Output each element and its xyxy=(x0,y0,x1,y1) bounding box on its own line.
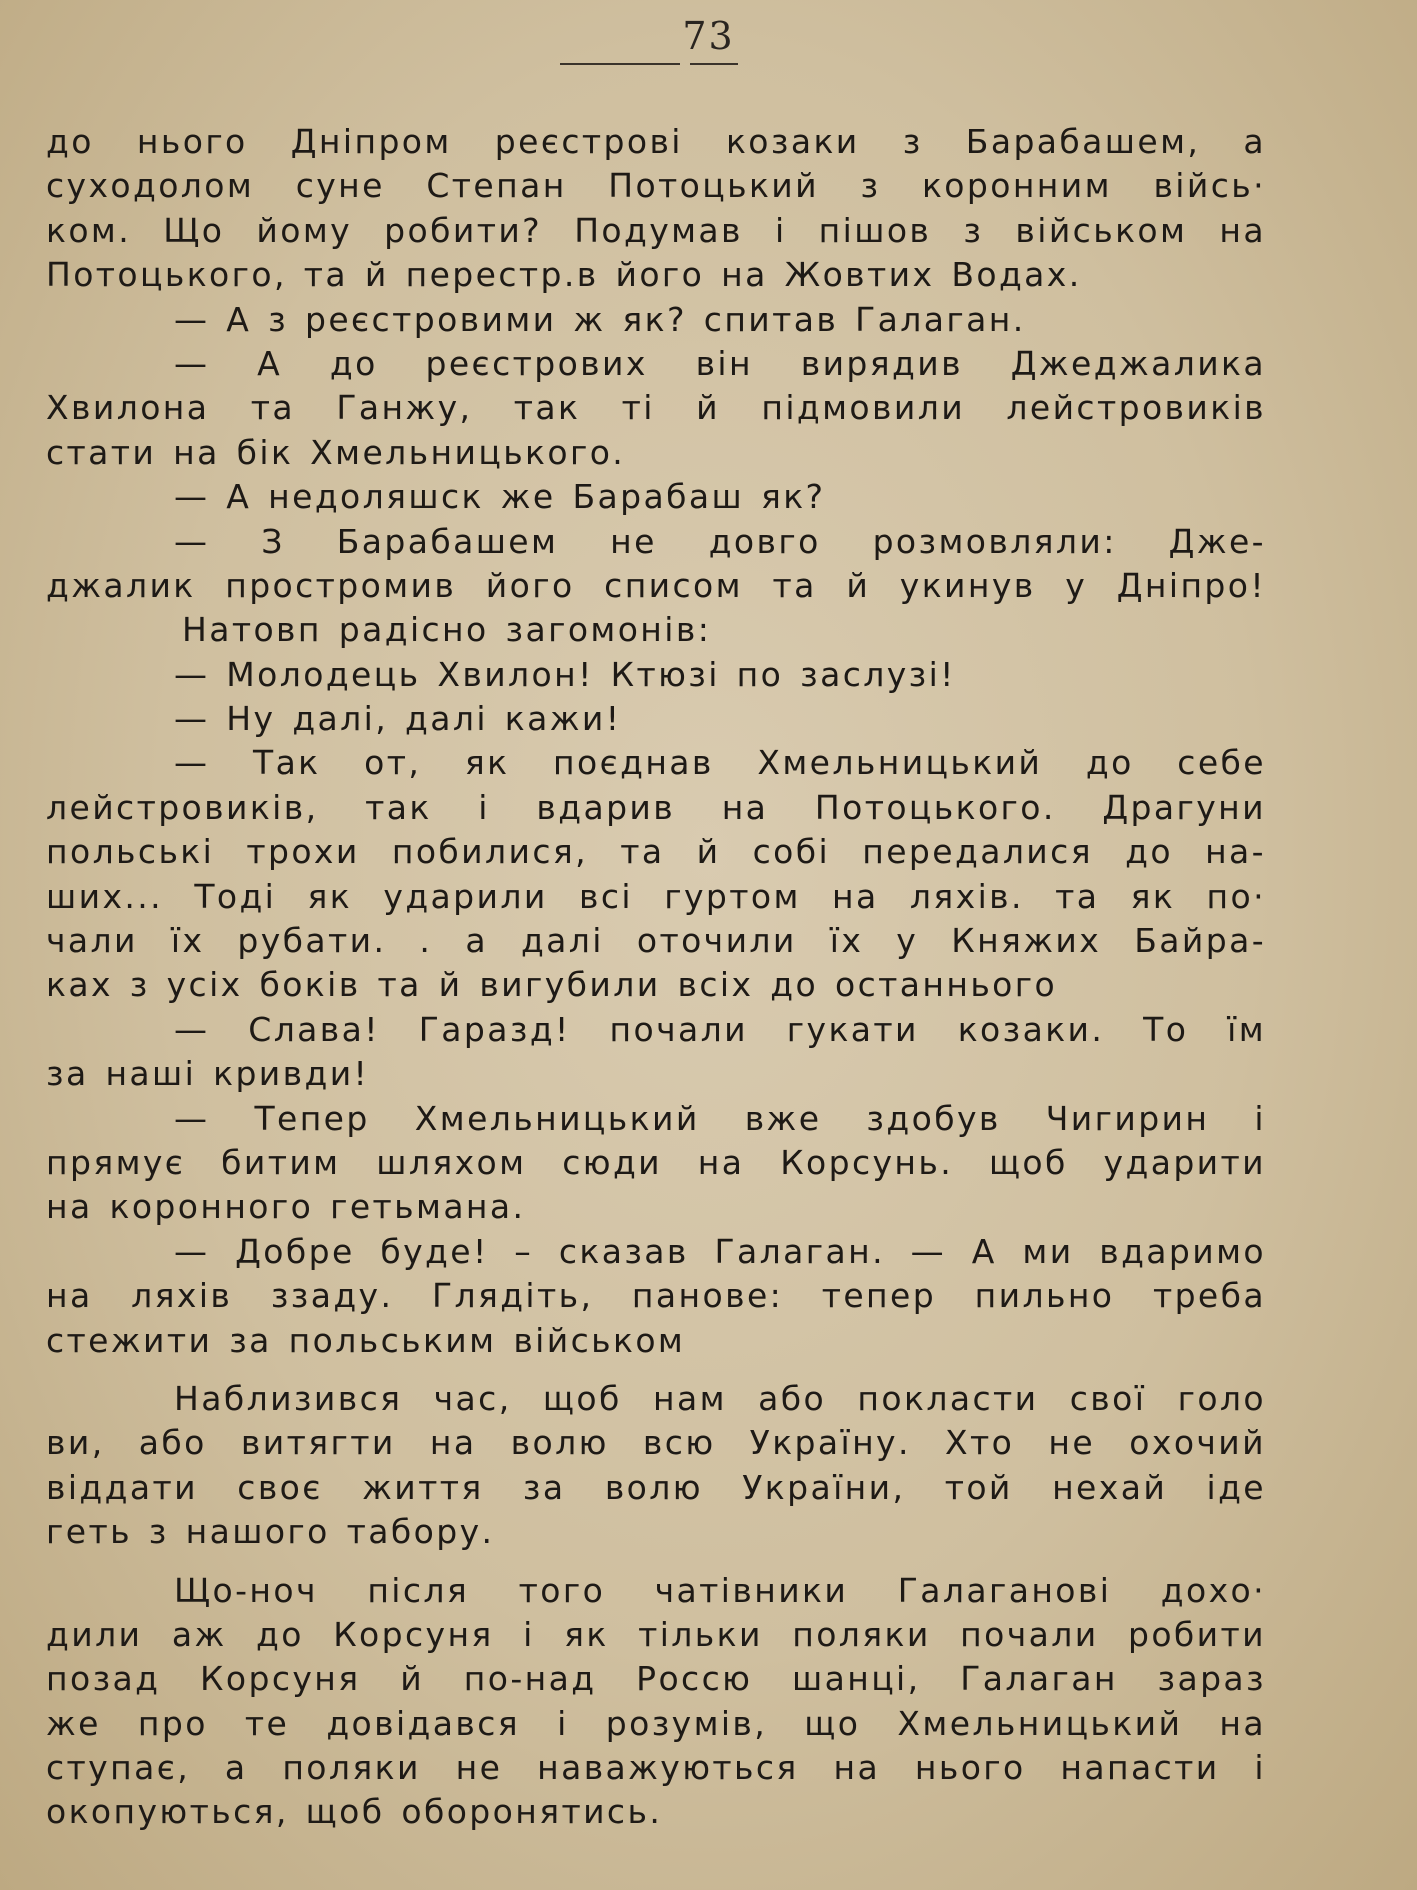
text-line: Натовп радісно загомонів: xyxy=(182,610,712,650)
body-text xyxy=(46,120,1266,1835)
text-line: ступає, а поляки не наважуються на нього напасти і xyxy=(46,1748,1266,1788)
text-line: Наблизився час, щоб нам або покласти свої голо xyxy=(174,1378,1266,1418)
header-rule xyxy=(560,63,680,65)
text-line: ком. Що йому робити? Подумав і пішов з військом на xyxy=(46,210,1266,250)
page-number: 73 xyxy=(682,14,735,58)
text-line: лейстровиків, так і вдарив на Потоцького. Драгуни xyxy=(46,787,1266,827)
text-line: — Тепер Хмельницький вже здобув Чигирин і xyxy=(174,1098,1266,1138)
text-line: стати на бік Хмельницького. xyxy=(46,432,626,472)
text-line: же про те довідався і розумів, що Хмельницький на xyxy=(46,1703,1266,1743)
text-line: — А недоляшск же Барабаш як? xyxy=(174,477,826,517)
text-line: суходолом суне Степан Потоцький з коронним війсь· xyxy=(46,166,1266,206)
text-line: на ляхів ззаду. Глядіть, панове: тепер пильно треба xyxy=(46,1276,1266,1316)
text-line: дили аж до Корсуня і як тільки поляки почали робити xyxy=(46,1614,1266,1654)
text-line: стежити за польським військом xyxy=(46,1320,686,1360)
text-line: ках з усіх боків та й вигубили всіх до останнього xyxy=(46,965,1058,1005)
text-line: на коронного гетьмана. xyxy=(46,1187,526,1227)
text-line: ви, або витягти на волю всю Україну. Хто не охочий xyxy=(46,1423,1266,1463)
text-line: чали їх рубати. . а далі оточили їх у Княжих Байра- xyxy=(46,921,1266,961)
text-line: окопуються, щоб оборонятись. xyxy=(46,1792,663,1832)
text-line: за наші кривди! xyxy=(46,1054,370,1094)
text-line: Що-ноч після того чатівники Галаганові дохо· xyxy=(174,1570,1266,1610)
text-line: позад Корсуня й по-над Россю шанці, Галаган зараз xyxy=(46,1659,1266,1699)
text-line: Хвилона та Ганжу, так ті й підмовили лейстровиків xyxy=(46,388,1266,428)
text-line: віддати своє життя за волю України, той нехай іде xyxy=(46,1467,1266,1507)
text-line: — Слава! Гаразд! почали гукати козаки. То їм xyxy=(174,1009,1266,1049)
text-line: до нього Дніпром реєстрові козаки з Барабашем, а xyxy=(46,122,1266,161)
paragraph-gap xyxy=(46,1363,1266,1377)
text-line: — Добре буде! – сказав Галаган. — А ми вдаримо xyxy=(174,1231,1266,1271)
text-line: польські трохи побилися, та й собі передалися до на- xyxy=(46,832,1266,872)
text-line: ших... Тоді як ударили всі гуртом на ляхів. та як по· xyxy=(46,876,1266,916)
text-line: — Ну далі, далі кажи! xyxy=(174,699,622,739)
text-line: — А до реєстрових він вирядив Джеджалика xyxy=(174,343,1266,383)
text-line: — А з реєстровими ж як? спитав Галаган. xyxy=(174,299,1026,339)
text-line: — Так от, як поєднав Хмельницький до себе xyxy=(174,743,1266,783)
paragraph-gap xyxy=(46,1555,1266,1569)
text-line: — З Барабашем не довго розмовляли: Дже- xyxy=(174,521,1266,561)
text-line: Потоцького, та й перестр.в його на Жовтих Водах. xyxy=(46,255,1082,295)
text-line: геть з нашого табору. xyxy=(46,1512,495,1552)
header-rule xyxy=(690,63,738,65)
text-line: джалик простромив його списом та й укинув у Дніпро! xyxy=(46,565,1266,605)
text-line: — Молодець Хвилон! Ктюзі по заслузі! xyxy=(174,654,956,694)
text-line: прямує битим шляхом сюди на Корсунь. щоб ударити xyxy=(46,1142,1266,1182)
